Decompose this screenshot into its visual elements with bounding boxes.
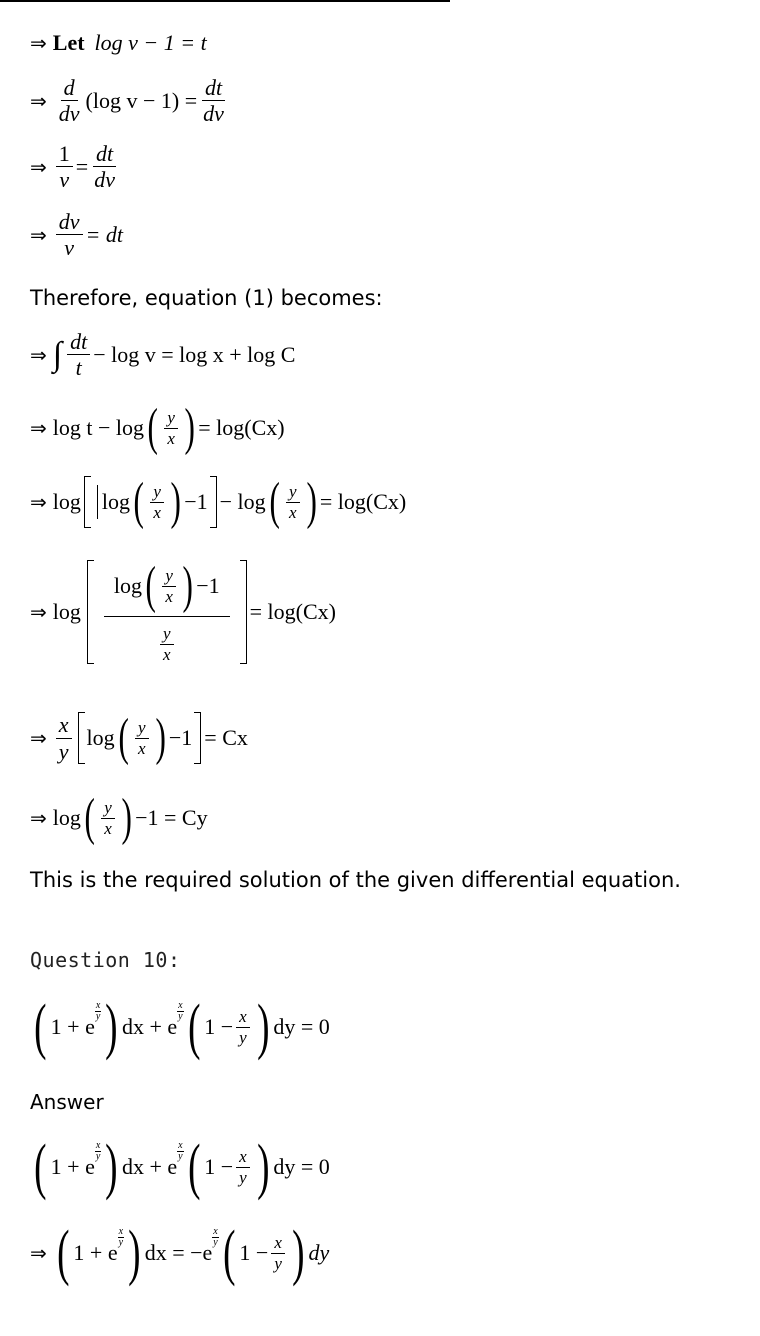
bracket-group xyxy=(81,473,220,530)
denominator: dv xyxy=(58,101,80,127)
rhs: = log(Cx) xyxy=(249,598,336,624)
implies-arrow: ⇒ xyxy=(30,88,47,113)
numerator: x xyxy=(236,1008,250,1028)
separator xyxy=(97,485,98,519)
numerator: d xyxy=(61,76,78,101)
log: log xyxy=(52,489,81,514)
denominator: y xyxy=(58,738,69,764)
denominator: y xyxy=(239,1167,247,1187)
step-final xyxy=(30,789,208,846)
numerator: y xyxy=(150,483,164,503)
numerator: 1 xyxy=(56,142,73,167)
fraction-y-x xyxy=(150,483,164,522)
paren-group: ( $\frac{y}{x}$ ) xyxy=(133,473,181,530)
rhs: = dt xyxy=(85,221,123,247)
numerator: dt xyxy=(202,76,225,101)
big-numerator xyxy=(104,557,230,617)
exponent-x-y: x y xyxy=(213,1225,218,1248)
rhs: = log(Cx) xyxy=(198,415,285,440)
numerator: y xyxy=(286,483,300,503)
denominator: x xyxy=(289,502,297,522)
paren-group: ( $\frac{y}{x}$ ) xyxy=(145,557,193,614)
numerator: y xyxy=(135,719,149,739)
dx-plus-e: dx + e xyxy=(121,1154,178,1179)
paren-group: ( $\frac{y}{x}$ ) xyxy=(118,709,166,766)
let-word: Let xyxy=(52,30,85,55)
one-plus-e: 1 + e xyxy=(50,1154,95,1179)
exponent-x-y: x y xyxy=(118,1225,124,1248)
minus-one: −1 xyxy=(196,573,220,599)
denominator: x xyxy=(137,738,146,758)
one-plus-e: 1 + e xyxy=(73,1240,118,1265)
fraction-dt-t xyxy=(67,330,90,379)
log: log xyxy=(52,598,81,624)
fraction-x-y xyxy=(236,1148,250,1187)
denominator: dv xyxy=(203,101,224,127)
one-minus: 1 − xyxy=(204,1154,234,1179)
one-minus: 1 − xyxy=(239,1240,269,1265)
inner-expression: (log v − 1) = xyxy=(85,87,198,113)
denominator: y xyxy=(274,1253,282,1273)
denominator: x xyxy=(104,818,112,838)
answer-equation-1 xyxy=(30,1133,330,1201)
denominator: y xyxy=(239,1027,247,1047)
text-solution: This is the required solution of the given differential equation. xyxy=(30,868,681,892)
denominator: t xyxy=(75,355,82,381)
numerator: y xyxy=(164,409,178,429)
question-label: Question 10: xyxy=(30,948,181,972)
denominator: x xyxy=(153,502,161,522)
denominator: v xyxy=(59,167,70,193)
rhs: dy xyxy=(308,1240,330,1265)
implies-arrow: ⇒ xyxy=(30,342,47,367)
step-exponentiate xyxy=(30,709,248,766)
one-minus: 1 − xyxy=(204,1014,234,1039)
bracket-group xyxy=(75,709,205,766)
paren-group: ( $\frac{y}{x}$ ) xyxy=(147,399,195,456)
fraction-dt-dv xyxy=(200,76,227,125)
rhs: −1 = Cy xyxy=(135,805,208,830)
step-one-over-v xyxy=(30,142,121,191)
fraction-x-y xyxy=(236,1008,250,1047)
log: log xyxy=(101,489,131,514)
dx-plus-e: dx + e xyxy=(121,1014,178,1039)
question-equation xyxy=(30,993,330,1061)
answer-label: Answer xyxy=(30,1090,104,1114)
rhs: = log(Cx) xyxy=(319,489,407,514)
implies-arrow: ⇒ xyxy=(30,154,47,179)
paren-group: ( 1 + e x y ) xyxy=(34,1133,118,1201)
fraction-dv-v xyxy=(56,210,83,259)
exponent-x-y: x y xyxy=(178,1139,183,1162)
numerator: x xyxy=(56,713,72,738)
fraction-dt-dv xyxy=(91,142,118,191)
exponent-x-y: x y xyxy=(178,999,183,1022)
log: log xyxy=(86,725,115,750)
rhs: = Cx xyxy=(204,725,248,750)
answer-equation-2 xyxy=(30,1219,330,1287)
one-plus-e: 1 + e xyxy=(50,1014,95,1039)
fraction-y-x xyxy=(164,409,178,448)
big-denominator xyxy=(154,617,180,664)
paren-group: ( $\frac{y}{x}$ ) xyxy=(269,473,317,530)
denominator: x xyxy=(167,428,175,448)
numerator: x xyxy=(236,1148,250,1168)
implies-arrow: ⇒ xyxy=(30,416,47,440)
fraction-y-x xyxy=(162,567,176,606)
paren-group: ( 1 + e x y ) xyxy=(56,1219,141,1287)
numerator: y xyxy=(162,567,176,587)
rhs: − log v = log x + log C xyxy=(93,341,296,367)
step-log-t xyxy=(30,399,285,456)
text-therefore: Therefore, equation (1) becomes: xyxy=(30,286,383,310)
numerator: dv xyxy=(56,210,83,235)
numerator: y xyxy=(101,799,115,819)
numerator: y xyxy=(160,625,174,645)
fraction-y-x xyxy=(286,483,300,522)
step-dv-over-v xyxy=(30,210,123,259)
implies-arrow: ⇒ xyxy=(30,31,47,55)
exponent-x-y: x y xyxy=(95,999,101,1022)
fraction-y-x xyxy=(101,799,115,838)
step-differentiate xyxy=(30,76,230,125)
bracket-group xyxy=(81,557,250,664)
lhs: log t − log xyxy=(52,415,145,440)
denominator: x xyxy=(162,644,171,664)
minus-log: − log xyxy=(219,489,266,514)
fraction-x-y xyxy=(56,713,72,762)
step-integral xyxy=(30,330,295,379)
let-expression: log v − 1 = t xyxy=(94,30,207,55)
implies-arrow: ⇒ xyxy=(30,806,47,830)
step-combined-log xyxy=(30,557,336,664)
paren-group: ( $\frac{y}{x}$ ) xyxy=(84,789,132,846)
paren-group: ( 1 + e x y ) xyxy=(34,993,118,1061)
log: log xyxy=(52,805,81,830)
rhs: dy = 0 xyxy=(273,1014,330,1039)
exponent-x-y: x y xyxy=(95,1139,101,1162)
log: log xyxy=(113,573,143,599)
minus-one: −1 xyxy=(168,725,193,750)
equals: = xyxy=(75,153,89,179)
fraction-y-x xyxy=(135,719,149,758)
dx-equals-minus-e: dx = −e xyxy=(144,1240,213,1265)
step-substitute xyxy=(30,473,407,530)
paren-group: ( 1 − $\frac{x}{y}$ ) xyxy=(187,993,270,1061)
numerator: dt xyxy=(93,142,116,167)
numerator: dt xyxy=(67,330,90,355)
numerator: x xyxy=(271,1234,285,1254)
step-let xyxy=(30,30,207,56)
top-rule xyxy=(0,0,450,2)
paren-group: ( 1 − $\frac{x}{y}$ ) xyxy=(222,1219,305,1287)
minus-one: −1 xyxy=(184,489,208,514)
integral-sign: ∫ xyxy=(52,335,63,373)
implies-arrow: ⇒ xyxy=(30,726,47,750)
fraction-y-x xyxy=(160,625,174,664)
implies-arrow: ⇒ xyxy=(30,490,47,514)
paren-group: ( 1 − $\frac{x}{y}$ ) xyxy=(187,1133,270,1201)
fraction-x-y xyxy=(271,1234,285,1273)
fraction-d-dv xyxy=(56,76,83,125)
rhs: dy = 0 xyxy=(273,1154,330,1179)
implies-arrow: ⇒ xyxy=(30,599,47,624)
implies-arrow: ⇒ xyxy=(30,1241,47,1265)
big-fraction xyxy=(104,557,230,664)
denominator: dv xyxy=(94,167,115,193)
denominator: v xyxy=(64,235,75,261)
fraction-1-v xyxy=(56,142,73,191)
implies-arrow: ⇒ xyxy=(30,222,47,247)
denominator: x xyxy=(165,586,173,606)
